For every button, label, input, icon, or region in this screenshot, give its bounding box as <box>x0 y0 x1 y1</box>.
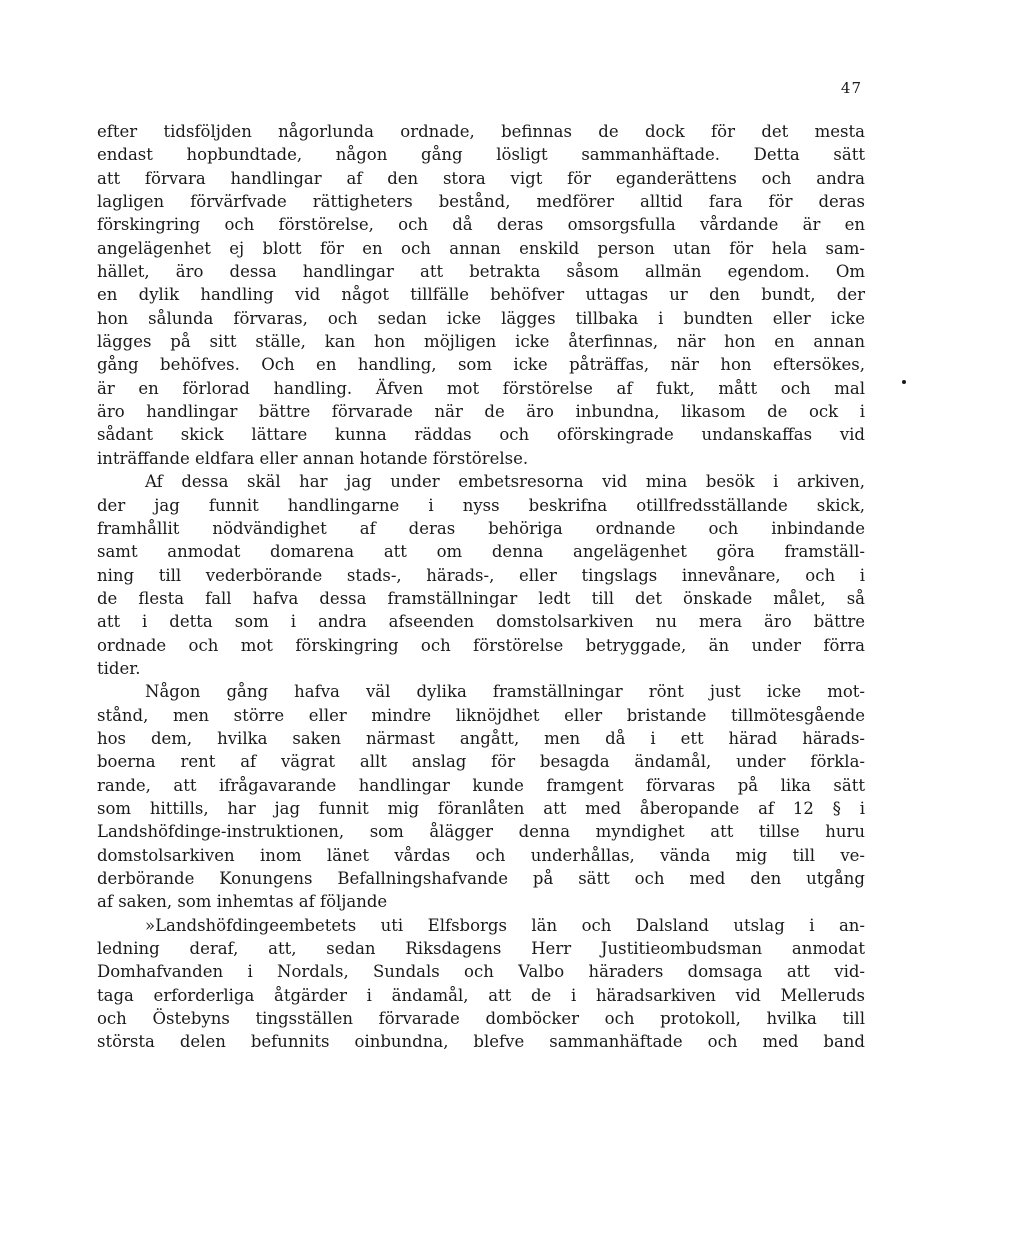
text-line: som hittills, har jag funnit mig föranlåten att med åberopande af 12 § i <box>97 798 865 818</box>
page-number: 47 <box>840 79 862 97</box>
text-line: att förvara handlingar af den stora vigt för eganderättens och andra <box>97 168 865 188</box>
text-line: äro handlingar bättre förvarade när de äro inbundna, likasom de ock i <box>97 402 865 422</box>
text-line: ning till vederbörande stads-, härads-, eller tingslags innevånare, och i <box>97 565 865 585</box>
text-line: hället, äro dessa handlingar att betrakta såsom allmän egendom. Om <box>97 262 865 282</box>
text-line: af saken, som inhemtas af följande <box>97 892 388 912</box>
text-line: domstolsarkiven inom länet vårdas och underhållas, vända mig till ve- <box>97 845 865 865</box>
text-line: samt anmodat domarena att om denna angelägenhet göra framställ- <box>97 542 865 562</box>
ink-speck <box>902 380 906 384</box>
text-line: stånd, men större eller mindre liknöjdhet eller bristande tillmötesgående <box>97 705 865 725</box>
text-line: och Östebyns tingsställen förvarade domböcker och protokoll, hvilka till <box>97 1009 865 1029</box>
text-line: »Landshöfdingeembetets uti Elfsborgs län och Dalsland utslag i an- <box>145 915 865 935</box>
text-line: lagligen förvärfvade rättigheters bestånd, medförer alltid fara för deras <box>97 192 865 212</box>
text-line: efter tidsföljden någorlunda ordnade, befinnas de dock för det mesta <box>97 122 865 141</box>
text-line: att i detta som i andra afseenden domstolsarkiven nu mera äro bättre <box>97 612 865 632</box>
text-line: tider. <box>97 658 141 678</box>
text-line: gång behöfves. Och en handling, som icke påträffas, när hon eftersökes, <box>97 355 865 375</box>
text-line: derbörande Konungens Befallningshafvande på sätt och med den utgång <box>97 869 865 888</box>
text-line: hos dem, hvilka saken närmast angått, men då i ett härad härads- <box>97 728 865 748</box>
text-line: är en förlorad handling. Äfven mot förstörelse af fukt, mått och mal <box>97 378 865 398</box>
text-line: Domhafvanden i Nordals, Sundals och Valbo häraders domsaga att vid- <box>97 962 865 982</box>
text-line: inträffande eldfara eller annan hotande förstörelse. <box>97 448 529 468</box>
text-line: rande, att ifrågavarande handlingar kunde framgent förvaras på lika sätt <box>97 775 865 795</box>
text-line: taga erforderliga åtgärder i ändamål, att de i häradsarkiven vid Melleruds <box>97 985 865 1005</box>
text-line: förskingring och förstörelse, och då deras omsorgsfulla vårdande är en <box>97 215 865 235</box>
text-line: största delen befunnits oinbundna, blefve sammanhäftade och med band <box>97 1032 865 1052</box>
text-line: de flesta fall hafva dessa framställningar ledt till det önskade målet, så <box>97 588 865 608</box>
text-line: angelägenhet ej blott för en och annan enskild person utan för hela sam- <box>97 238 865 258</box>
body-text <box>97 120 865 1054</box>
text-line: Af dessa skäl har jag under embetsresorna vid mina besök i arkiven, <box>145 472 865 492</box>
text-line: ledning deraf, att, sedan Riksdagens Herr Justitieombudsman anmodat <box>97 939 865 959</box>
text-line: en dylik handling vid något tillfälle behöfver uttagas ur den bundt, der <box>97 285 865 305</box>
text-line: ordnade och mot förskingring och förstörelse betryggade, än under förra <box>97 635 865 655</box>
text-line: sådant skick lättare kunna räddas och oförskingrade undanskaffas vid <box>97 425 865 445</box>
text-line: Någon gång hafva väl dylika framställningar rönt just icke mot- <box>145 682 865 702</box>
text-line: endast hopbundtade, någon gång lösligt sammanhäftade. Detta sätt <box>97 145 865 165</box>
text-line: lägges på sitt ställe, kan hon möjligen icke återfinnas, när hon en annan <box>97 332 865 352</box>
text-line: framhållit nödvändighet af deras behöriga ordnande och inbindande <box>97 518 865 538</box>
text-line: der jag funnit handlingarne i nyss beskrifna otillfredsställande skick, <box>97 495 865 515</box>
text-line: hon sålunda förvaras, och sedan icke lägges tillbaka i bundten eller icke <box>97 308 865 328</box>
text-line: Landshöfdinge-instruktionen, som ålägger denna myndighet att tillse huru <box>97 822 865 842</box>
text-line: boerna rent af vägrat allt anslag för besagda ändamål, under förkla- <box>97 752 865 772</box>
